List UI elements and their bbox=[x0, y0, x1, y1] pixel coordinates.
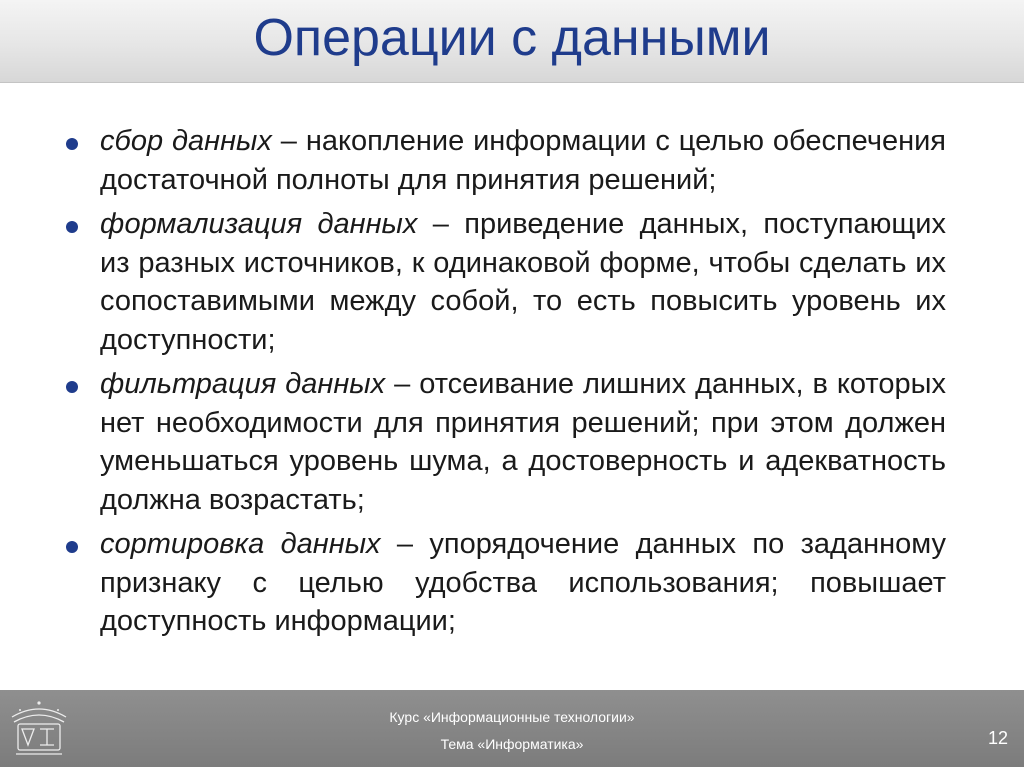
bullet-item bbox=[60, 365, 946, 519]
bullet-text bbox=[100, 365, 946, 519]
footer-topic: Тема «Информатика» bbox=[440, 736, 584, 752]
bullet-icon bbox=[66, 138, 78, 150]
bullet-item bbox=[60, 205, 946, 359]
bullet-description: – приведение данных, поступающих из разных источников, к одинаковой форме, чтобы сделать их сопоставимыми между собой, то есть повысить уровень их доступности; bbox=[100, 208, 946, 356]
bullet-text bbox=[100, 205, 946, 359]
bullet-icon bbox=[66, 381, 78, 393]
bullet-list bbox=[60, 122, 946, 647]
title-bar bbox=[0, 0, 1024, 83]
bullet-description: – отсеивание лишних данных, в которых нет необходимости для принятия решений; при этом должен уменьшаться уровень шума, а достоверность и адекватность должна возрастать; bbox=[100, 368, 946, 516]
bullet-text bbox=[100, 525, 946, 641]
bullet-item bbox=[60, 525, 946, 641]
university-logo-icon bbox=[8, 699, 70, 759]
bullet-term: фильтрация данных bbox=[100, 368, 386, 400]
bullet-text bbox=[100, 122, 946, 199]
bullet-description: – упорядочение данных по заданному признаку с целью удобства использования; повышает доступность информации; bbox=[100, 528, 946, 637]
bullet-term: сбор данных bbox=[100, 125, 272, 157]
bullet-item bbox=[60, 122, 946, 199]
footer-course: Курс «Информационные технологии» bbox=[389, 709, 635, 725]
footer-bar bbox=[0, 690, 1024, 767]
bullet-term: сортировка данных bbox=[100, 528, 381, 560]
bullet-icon bbox=[66, 541, 78, 553]
bullet-description: – накопление информации с целью обеспечения достаточной полноты для принятия решений; bbox=[100, 125, 946, 196]
page-number: 12 bbox=[987, 728, 1008, 748]
bullet-term: формализация данных bbox=[100, 208, 418, 240]
bullet-icon bbox=[66, 221, 78, 233]
slide-title: Операции с данными bbox=[253, 9, 771, 67]
